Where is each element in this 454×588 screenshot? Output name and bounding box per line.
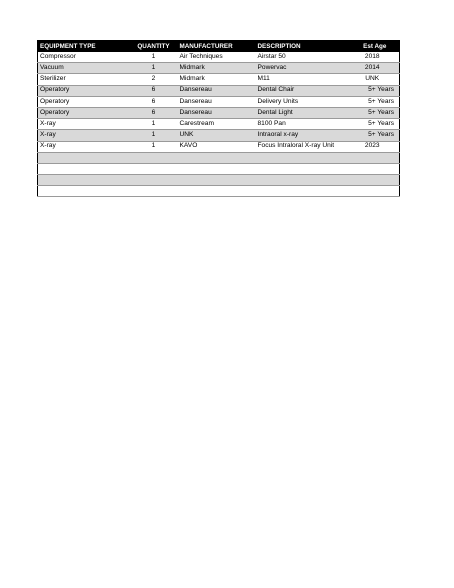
cell-quantity: 6 <box>130 107 178 118</box>
cell-description: Focus Intraloral X-ray Unit <box>256 141 354 152</box>
cell-est-age: 5+ Years <box>354 85 400 96</box>
cell-description: Delivery Units <box>256 96 354 107</box>
cell-equipment-type: Compressor <box>38 52 130 63</box>
cell-description: Airstar 50 <box>256 52 354 63</box>
header-quantity: QUANTITY <box>130 41 178 53</box>
cell-manufacturer: UNK <box>178 130 256 141</box>
cell-manufacturer: Dansereau <box>178 96 256 107</box>
cell-quantity: 1 <box>130 141 178 152</box>
header-description: DESCRIPTION <box>256 41 354 53</box>
empty-cell <box>256 175 354 186</box>
cell-quantity: 1 <box>130 52 178 63</box>
empty-cell <box>178 163 256 174</box>
cell-quantity: 1 <box>130 119 178 130</box>
header-equipment-type: EQUIPMENT TYPE <box>38 41 130 53</box>
cell-description: Powervac <box>256 63 354 74</box>
table-row <box>38 96 400 107</box>
empty-cell <box>130 186 178 197</box>
cell-quantity: 6 <box>130 85 178 96</box>
cell-manufacturer: Dansereau <box>178 107 256 118</box>
empty-cell <box>178 186 256 197</box>
cell-est-age: 5+ Years <box>354 96 400 107</box>
empty-cell <box>130 152 178 163</box>
cell-equipment-type: Sterilizer <box>38 74 130 85</box>
table-row <box>38 130 400 141</box>
empty-row <box>38 152 400 163</box>
cell-manufacturer: Carestream <box>178 119 256 130</box>
cell-est-age: 5+ Years <box>354 107 400 118</box>
empty-cell <box>178 175 256 186</box>
empty-cell <box>354 175 400 186</box>
table-row <box>38 85 400 96</box>
empty-cell <box>38 186 130 197</box>
table-row <box>38 52 400 63</box>
cell-description: Dental Light <box>256 107 354 118</box>
cell-manufacturer: Midmark <box>178 63 256 74</box>
cell-est-age: UNK <box>354 74 400 85</box>
header-manufacturer: MANUFACTURER <box>178 41 256 53</box>
empty-row <box>38 175 400 186</box>
table-row <box>38 63 400 74</box>
empty-cell <box>130 175 178 186</box>
cell-manufacturer: Midmark <box>178 74 256 85</box>
table-row <box>38 107 400 118</box>
cell-quantity: 6 <box>130 96 178 107</box>
cell-est-age: 2018 <box>354 52 400 63</box>
cell-manufacturer: KAVO <box>178 141 256 152</box>
cell-quantity: 1 <box>130 130 178 141</box>
header-est-age: Est Age <box>354 41 400 53</box>
cell-description: M11 <box>256 74 354 85</box>
cell-est-age: 5+ Years <box>354 119 400 130</box>
table-row <box>38 74 400 85</box>
cell-est-age: 2014 <box>354 63 400 74</box>
cell-est-age: 5+ Years <box>354 130 400 141</box>
empty-cell <box>38 152 130 163</box>
empty-cell <box>354 152 400 163</box>
cell-manufacturer: Air Techniques <box>178 52 256 63</box>
cell-description: 8100 Pan <box>256 119 354 130</box>
header-row <box>38 41 400 53</box>
cell-description: Dental Chair <box>256 85 354 96</box>
cell-description: Intraoral x-ray <box>256 130 354 141</box>
empty-cell <box>354 163 400 174</box>
empty-cell <box>256 163 354 174</box>
cell-equipment-type: X-ray <box>38 141 130 152</box>
empty-cell <box>354 186 400 197</box>
table-row <box>38 119 400 130</box>
cell-est-age: 2023 <box>354 141 400 152</box>
cell-equipment-type: Operatory <box>38 85 130 96</box>
empty-cell <box>178 152 256 163</box>
empty-row <box>38 186 400 197</box>
cell-equipment-type: Operatory <box>38 107 130 118</box>
cell-equipment-type: X-ray <box>38 130 130 141</box>
equipment-table <box>37 40 400 197</box>
empty-cell <box>130 163 178 174</box>
cell-manufacturer: Dansereau <box>178 85 256 96</box>
empty-cell <box>38 175 130 186</box>
cell-equipment-type: Vacuum <box>38 63 130 74</box>
table-row <box>38 141 400 152</box>
cell-quantity: 1 <box>130 63 178 74</box>
cell-quantity: 2 <box>130 74 178 85</box>
cell-equipment-type: X-ray <box>38 119 130 130</box>
table-body <box>38 52 400 197</box>
cell-equipment-type: Operatory <box>38 96 130 107</box>
empty-row <box>38 163 400 174</box>
empty-cell <box>38 163 130 174</box>
empty-cell <box>256 186 354 197</box>
empty-cell <box>256 152 354 163</box>
